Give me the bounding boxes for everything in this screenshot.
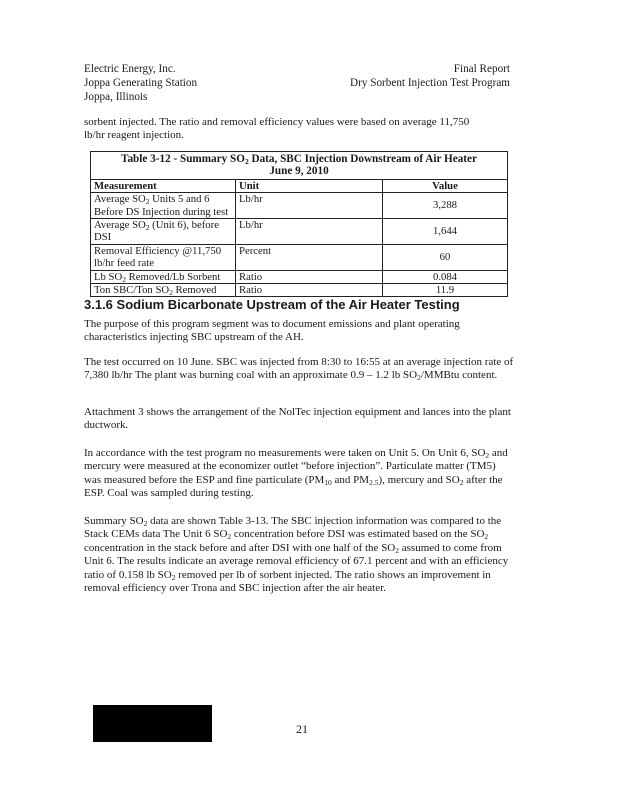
- paragraph-text: removed per lb of sorbent injected. The ratio shows an improvement in removal efficiency over Trona and SBC injection after the air heater.: [84, 568, 491, 595]
- table-title-row: [91, 152, 508, 180]
- program-name: Dry Sorbent Injection Test Program: [350, 77, 510, 89]
- cell-sub: 2: [169, 288, 173, 298]
- cell-measurement: [91, 244, 236, 270]
- table-row: [91, 284, 508, 297]
- cell-unit: Lb/hr: [236, 193, 383, 219]
- cell-sub: 2: [145, 197, 150, 207]
- paragraph-sub: 2: [227, 532, 232, 542]
- table-header-row: [91, 179, 508, 192]
- paragraph-sub: 2: [171, 572, 176, 582]
- col-header-measurement: Measurement: [91, 179, 236, 192]
- intro-line-2: lb/hr reagent injection.: [84, 129, 184, 142]
- paragraph-text: and PM: [331, 473, 370, 486]
- paragraph-text: and mercury were measured at the economizer outlet “before injection”. Particulate matter (TM5) was measured before the ESP and fine particulate (PM: [84, 447, 508, 486]
- table-title: [91, 152, 508, 180]
- cell-unit: Ratio: [236, 284, 383, 297]
- redaction-box: [93, 705, 212, 742]
- paragraph-text: The test occurred on 10 June. SBC was injected from 8:30 to 16:55 at an average injection rate of 7,380 lb/hr The plant was burning coal with an approximate 0.9 – 1.2 lb SO: [84, 356, 514, 382]
- paragraph-4: [84, 447, 514, 501]
- table-title-sub: 2: [244, 157, 249, 166]
- paragraph-text: ), mercury and SO: [378, 473, 460, 486]
- company-name: Electric Energy, Inc.: [84, 63, 176, 75]
- cell-text: (Unit 6), before DSI: [94, 219, 219, 244]
- page-number: 21: [296, 722, 308, 736]
- cell-unit: Lb/hr: [236, 219, 383, 245]
- paragraph-3: Attachment 3 shows the arrangement of the NolTec injection equipment and lances into the plant ductwork.: [84, 406, 511, 432]
- cell-value: 60: [383, 244, 508, 270]
- paragraph-text: In accordance with the test program no measurements were taken on Unit 5. On Unit 6, SO: [84, 447, 486, 459]
- cell-text: Lb SO: [94, 270, 123, 283]
- cell-text: Removal Efficiency @11,750 lb/hr feed rate: [94, 244, 222, 270]
- cell-text: Ton SBC/Ton SO: [94, 284, 170, 297]
- cell-value: 11.9: [383, 284, 508, 297]
- table-row: [91, 244, 508, 270]
- summary-table: [90, 151, 508, 297]
- paragraph-sub: 2: [143, 519, 148, 528]
- paragraph-sub: 2: [417, 373, 421, 383]
- col-header-value: Value: [383, 179, 508, 192]
- cell-unit: Ratio: [236, 270, 383, 283]
- paragraph-text: Summary SO: [84, 515, 144, 527]
- table-title-post: Data, SBC Injection Downstream of Air Heater: [248, 153, 477, 165]
- cell-text: Removed/Lb Sorbent: [125, 270, 221, 283]
- paragraph-sub: 2: [459, 477, 464, 487]
- paragraph-sub: 10: [324, 477, 332, 487]
- cell-text: Average SO: [94, 219, 146, 232]
- paragraph-1: The purpose of this program segment was to document emissions and plant operating characteristics injecting SBC upstream of the AH.: [84, 318, 460, 344]
- intro-line-1: sorbent injected. The ratio and removal efficiency values were based on average 11,750: [84, 116, 470, 128]
- paragraph-sub: 2: [485, 451, 490, 460]
- cell-measurement: [91, 193, 236, 219]
- cell-text: Units 5 and 6 Before DS Injection during test: [94, 193, 229, 218]
- paragraph-text: after the ESP. Coal was sampled during testing.: [84, 473, 503, 500]
- cell-value: 3,288: [383, 193, 508, 219]
- paragraph-sub: 2: [484, 532, 489, 542]
- cell-text: Average SO: [94, 193, 146, 206]
- paragraph-text: concentration in the stack before and after DSI with one half of the SO: [84, 541, 396, 554]
- paragraph-text: data are shown Table 3-13. The SBC injection information was compared to the Stack CEMs data The Unit 6 SO: [84, 515, 502, 541]
- table-row: [91, 219, 508, 245]
- location: Joppa, Illinois: [84, 91, 148, 103]
- cell-unit: Percent: [236, 244, 383, 270]
- section-heading: 3.1.6 Sodium Bicarbonate Upstream of the Air Heater Testing: [84, 297, 460, 312]
- report-type: Final Report: [453, 63, 510, 75]
- intro-text: [84, 116, 469, 143]
- table-row: [91, 193, 508, 219]
- col-header-unit: Unit: [236, 179, 383, 192]
- cell-measurement: [91, 219, 236, 245]
- header-left: [84, 62, 197, 104]
- paragraph-text: concentration before DSI was estimated based on the SO: [231, 528, 485, 541]
- paragraph-5: [84, 515, 514, 595]
- paragraph-text: /MMBtu content.: [420, 369, 498, 382]
- cell-measurement: [91, 284, 236, 297]
- station-name: Joppa Generating Station: [84, 77, 198, 89]
- cell-text: Removed: [172, 284, 217, 297]
- cell-sub: 2: [122, 274, 126, 284]
- paragraph-2: [84, 356, 514, 383]
- paragraph-text: assumed to come from Unit 6. The results indicate an average removal efficiency of 67.1 percent and with an efficiency ratio of 0.158 lb SO: [84, 541, 509, 581]
- cell-sub: 2: [145, 223, 150, 233]
- header-right: [350, 62, 510, 90]
- table-date: June 9, 2010: [269, 165, 329, 178]
- table-row: [91, 270, 508, 283]
- paragraph-sub: 2.5: [369, 477, 379, 487]
- cell-measurement: [91, 270, 236, 283]
- table-title-pre: Table 3-12 - Summary SO: [121, 153, 245, 165]
- cell-value: 1,644: [383, 219, 508, 245]
- cell-value: 0.084: [383, 270, 508, 283]
- paragraph-sub: 2: [395, 545, 400, 555]
